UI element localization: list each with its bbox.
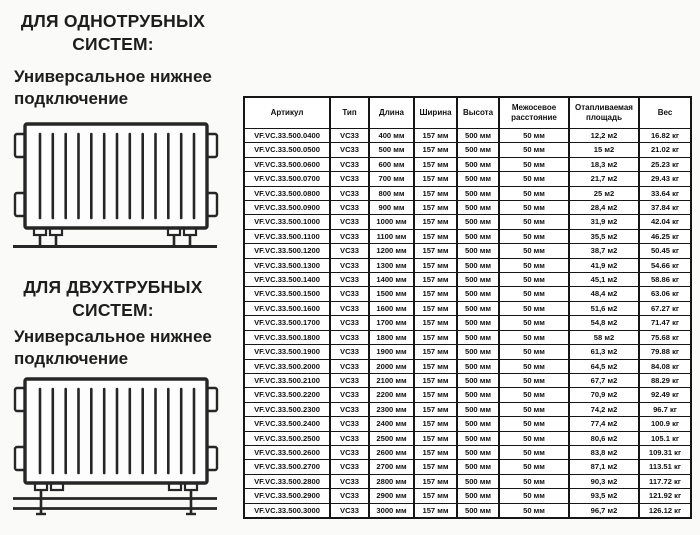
table-cell: 96.7 кг (639, 402, 691, 416)
table-cell: 2600 мм (369, 445, 414, 459)
table-cell: VC33 (330, 287, 369, 301)
table-cell: 50 мм (499, 445, 569, 459)
table-cell: 88.29 кг (639, 373, 691, 387)
table-cell: 500 мм (457, 503, 499, 518)
table-cell: 64,5 м2 (569, 359, 639, 373)
table-cell: 500 мм (369, 143, 414, 157)
table-cell: 92.49 кг (639, 388, 691, 402)
table-row (244, 345, 691, 359)
table-cell: 600 мм (369, 157, 414, 171)
table-cell: 157 мм (414, 474, 457, 488)
table-cell: 1000 мм (369, 215, 414, 229)
table-cell: 1200 мм (369, 244, 414, 258)
column-header-axle-distance: Межосевое расстояние (499, 97, 569, 129)
table-cell: 500 мм (457, 143, 499, 157)
table-cell: 45,1 м2 (569, 273, 639, 287)
table-row (244, 215, 691, 229)
table-cell: 2700 мм (369, 460, 414, 474)
table-cell: VF.VC.33.500.1800 (244, 330, 330, 344)
table-cell: 33.64 кг (639, 186, 691, 200)
table-cell: 500 мм (457, 273, 499, 287)
table-cell: 50 мм (499, 287, 569, 301)
table-cell: 31,9 м2 (569, 215, 639, 229)
table-row (244, 287, 691, 301)
table-cell: 74,2 м2 (569, 402, 639, 416)
table-cell: 54,8 м2 (569, 316, 639, 330)
table-row (244, 330, 691, 344)
table-cell: 50 мм (499, 244, 569, 258)
table-cell: 54.66 кг (639, 258, 691, 272)
table-cell: 50 мм (499, 301, 569, 315)
table-cell: VC33 (330, 489, 369, 503)
table-cell: 21,7 м2 (569, 172, 639, 186)
table-cell: VF.VC.33.500.1700 (244, 316, 330, 330)
table-cell: 67,7 м2 (569, 373, 639, 387)
table-cell: VF.VC.33.500.2600 (244, 445, 330, 459)
table-cell: 83,8 м2 (569, 445, 639, 459)
table-header-row (244, 97, 691, 129)
table-cell: 84.08 кг (639, 359, 691, 373)
table-cell: 28,4 м2 (569, 201, 639, 215)
table-cell: VC33 (330, 330, 369, 344)
table-cell: VC33 (330, 460, 369, 474)
table-cell: VF.VC.33.500.2800 (244, 474, 330, 488)
table-cell: 157 мм (414, 258, 457, 272)
table-cell: 93,5 м2 (569, 489, 639, 503)
table-cell: VF.VC.33.500.1300 (244, 258, 330, 272)
table-cell: 71.47 кг (639, 316, 691, 330)
table-cell: 121.92 кг (639, 489, 691, 503)
table-cell: 500 мм (457, 489, 499, 503)
table-cell: 2500 мм (369, 431, 414, 445)
table-cell: 500 мм (457, 345, 499, 359)
table-cell: 15 м2 (569, 143, 639, 157)
table-row (244, 316, 691, 330)
table-cell: 16.82 кг (639, 129, 691, 143)
table-cell: 50 мм (499, 474, 569, 488)
table-cell: VF.VC.33.500.2300 (244, 402, 330, 416)
table-cell: 46.25 кг (639, 229, 691, 243)
table-cell: 500 мм (457, 445, 499, 459)
table-cell: 50 мм (499, 489, 569, 503)
table-cell: VF.VC.33.500.1500 (244, 287, 330, 301)
table-cell: 157 мм (414, 244, 457, 258)
table-cell: 500 мм (457, 460, 499, 474)
table-cell: 500 мм (457, 287, 499, 301)
table-cell: 50.45 кг (639, 244, 691, 258)
table-cell: VF.VC.33.500.0900 (244, 201, 330, 215)
table-cell: VF.VC.33.500.1600 (244, 301, 330, 315)
table-cell: 50 мм (499, 229, 569, 243)
table-cell: 2200 мм (369, 388, 414, 402)
table-cell: 157 мм (414, 229, 457, 243)
table-cell: VF.VC.33.500.2400 (244, 417, 330, 431)
single-pipe-heading: ДЛЯ ОДНОТРУБНЫХ СИСТЕМ: (20, 11, 206, 54)
table-row (244, 474, 691, 488)
table-cell: 1400 мм (369, 273, 414, 287)
table-cell: 42.04 кг (639, 215, 691, 229)
table-cell: 50 мм (499, 129, 569, 143)
table-cell: 96,7 м2 (569, 503, 639, 518)
table-cell: 157 мм (414, 402, 457, 416)
table-cell: 50 мм (499, 388, 569, 402)
table-cell: 157 мм (414, 301, 457, 315)
table-cell: 157 мм (414, 201, 457, 215)
table-cell: 157 мм (414, 345, 457, 359)
table-cell: 109.31 кг (639, 445, 691, 459)
two-pipe-subheading: Универсальное нижнее подключение (14, 327, 212, 369)
table-cell: VF.VC.33.500.1100 (244, 229, 330, 243)
table-cell: VC33 (330, 273, 369, 287)
table-row (244, 129, 691, 143)
table-cell: 126.12 кг (639, 503, 691, 518)
table-cell: 1700 мм (369, 316, 414, 330)
table-cell: 50 мм (499, 373, 569, 387)
two-pipe-radiator-diagram (10, 374, 222, 520)
table-cell: VC33 (330, 301, 369, 315)
table-cell: 500 мм (457, 157, 499, 171)
table-cell: 2100 мм (369, 373, 414, 387)
table-cell: 38,7 м2 (569, 244, 639, 258)
table-cell: 157 мм (414, 373, 457, 387)
table-cell: 500 мм (457, 373, 499, 387)
table-row (244, 503, 691, 518)
table-cell: 50 мм (499, 503, 569, 518)
table-cell: VC33 (330, 215, 369, 229)
table-cell: 87,1 м2 (569, 460, 639, 474)
radiator-spec-table (243, 96, 692, 519)
table-cell: 500 мм (457, 201, 499, 215)
table-cell: 1900 мм (369, 345, 414, 359)
table-cell: VF.VC.33.500.2700 (244, 460, 330, 474)
table-cell: 70,9 м2 (569, 388, 639, 402)
table-cell: 157 мм (414, 445, 457, 459)
column-header-heated-area: Отапливаемая площадь (569, 97, 639, 129)
table-row (244, 172, 691, 186)
table-cell: 157 мм (414, 431, 457, 445)
table-cell: 500 мм (457, 172, 499, 186)
table-cell: 500 мм (457, 359, 499, 373)
table-row (244, 143, 691, 157)
single-pipe-radiator-diagram (10, 118, 222, 252)
table-row (244, 445, 691, 459)
table-cell: VC33 (330, 503, 369, 518)
table-cell: 117.72 кг (639, 474, 691, 488)
table-cell: 2000 мм (369, 359, 414, 373)
table-cell: 1500 мм (369, 287, 414, 301)
table-cell: VF.VC.33.500.0500 (244, 143, 330, 157)
table-cell: 157 мм (414, 359, 457, 373)
table-cell: 41,9 м2 (569, 258, 639, 272)
table-cell: 37.84 кг (639, 201, 691, 215)
table-cell: VF.VC.33.500.0600 (244, 157, 330, 171)
table-cell: 29.43 кг (639, 172, 691, 186)
table-cell: 157 мм (414, 143, 457, 157)
table-cell: VF.VC.33.500.1900 (244, 345, 330, 359)
table-cell: VF.VC.33.500.2100 (244, 373, 330, 387)
table-cell: 157 мм (414, 460, 457, 474)
table-cell: 157 мм (414, 273, 457, 287)
column-header-width: Ширина (414, 97, 457, 129)
table-cell: VC33 (330, 172, 369, 186)
table-cell: VF.VC.33.500.0700 (244, 172, 330, 186)
table-cell: VF.VC.33.500.2000 (244, 359, 330, 373)
table-cell: 157 мм (414, 316, 457, 330)
table-cell: 50 мм (499, 316, 569, 330)
table-cell: VC33 (330, 258, 369, 272)
table-row (244, 186, 691, 200)
table-cell: 157 мм (414, 489, 457, 503)
table-cell: 1300 мм (369, 258, 414, 272)
table-cell: 105.1 кг (639, 431, 691, 445)
table-cell: 51,6 м2 (569, 301, 639, 315)
table-cell: VC33 (330, 129, 369, 143)
table-cell: 2900 мм (369, 489, 414, 503)
table-cell: 18,3 м2 (569, 157, 639, 171)
table-cell: VC33 (330, 143, 369, 157)
table-cell: 2800 мм (369, 474, 414, 488)
table-cell: VC33 (330, 157, 369, 171)
table-cell: 157 мм (414, 172, 457, 186)
table-cell: 63.06 кг (639, 287, 691, 301)
table-cell: VC33 (330, 345, 369, 359)
column-header-height: Высота (457, 97, 499, 129)
spec-table-body (244, 129, 691, 518)
two-pipe-heading: ДЛЯ ДВУХТРУБНЫХ СИСТЕМ: (23, 277, 203, 320)
table-cell: VC33 (330, 186, 369, 200)
table-cell: 50 мм (499, 186, 569, 200)
table-cell: VC33 (330, 474, 369, 488)
table-cell: 800 мм (369, 186, 414, 200)
table-row (244, 301, 691, 315)
table-cell: VF.VC.33.500.0400 (244, 129, 330, 143)
table-cell: 61,3 м2 (569, 345, 639, 359)
table-cell: 1800 мм (369, 330, 414, 344)
table-cell: VF.VC.33.500.1400 (244, 273, 330, 287)
table-cell: VF.VC.33.500.1200 (244, 244, 330, 258)
table-cell: 157 мм (414, 186, 457, 200)
table-cell: 77,4 м2 (569, 417, 639, 431)
table-cell: 157 мм (414, 287, 457, 301)
table-cell: 50 мм (499, 359, 569, 373)
table-cell: 1100 мм (369, 229, 414, 243)
table-cell: 50 мм (499, 258, 569, 272)
table-row (244, 489, 691, 503)
table-cell: 25.23 кг (639, 157, 691, 171)
table-cell: 35,5 м2 (569, 229, 639, 243)
table-cell: 157 мм (414, 157, 457, 171)
table-cell: 500 мм (457, 402, 499, 416)
table-cell: VC33 (330, 417, 369, 431)
table-cell: 500 мм (457, 129, 499, 143)
table-cell: 50 мм (499, 417, 569, 431)
table-cell: 21.02 кг (639, 143, 691, 157)
table-cell: VC33 (330, 402, 369, 416)
table-cell: 50 мм (499, 345, 569, 359)
table-row (244, 402, 691, 416)
table-cell: VF.VC.33.500.2500 (244, 431, 330, 445)
table-cell: VC33 (330, 445, 369, 459)
single-pipe-subheading: Универсальное нижнее подключение (14, 67, 212, 109)
table-cell: 67.27 кг (639, 301, 691, 315)
table-cell: 157 мм (414, 388, 457, 402)
table-cell: 48,4 м2 (569, 287, 639, 301)
table-cell: VC33 (330, 244, 369, 258)
table-cell: 25 м2 (569, 186, 639, 200)
column-header-type: Тип (330, 97, 369, 129)
table-cell: 500 мм (457, 186, 499, 200)
table-cell: 500 мм (457, 474, 499, 488)
table-cell: VC33 (330, 201, 369, 215)
table-row (244, 273, 691, 287)
table-cell: 157 мм (414, 417, 457, 431)
table-cell: VF.VC.33.500.2200 (244, 388, 330, 402)
table-cell: 900 мм (369, 201, 414, 215)
table-cell: 157 мм (414, 215, 457, 229)
table-cell: 100.9 кг (639, 417, 691, 431)
table-cell: VC33 (330, 316, 369, 330)
table-cell: 50 мм (499, 143, 569, 157)
table-cell: 50 мм (499, 402, 569, 416)
table-cell: 157 мм (414, 129, 457, 143)
table-cell: VF.VC.33.500.3000 (244, 503, 330, 518)
table-cell: 79.88 кг (639, 345, 691, 359)
table-cell: VC33 (330, 229, 369, 243)
table-cell: 50 мм (499, 460, 569, 474)
table-row (244, 157, 691, 171)
table-cell: VC33 (330, 388, 369, 402)
table-cell: 157 мм (414, 503, 457, 518)
column-header-weight: Вес (639, 97, 691, 129)
table-row (244, 258, 691, 272)
table-cell: 113.51 кг (639, 460, 691, 474)
table-cell: 50 мм (499, 157, 569, 171)
table-cell: 50 мм (499, 172, 569, 186)
column-header-length: Длина (369, 97, 414, 129)
table-cell: VF.VC.33.500.2900 (244, 489, 330, 503)
table-row (244, 431, 691, 445)
table-cell: 50 мм (499, 431, 569, 445)
table-cell: 2300 мм (369, 402, 414, 416)
table-cell: VC33 (330, 359, 369, 373)
table-row (244, 417, 691, 431)
table-cell: VC33 (330, 373, 369, 387)
table-row (244, 388, 691, 402)
table-cell: 700 мм (369, 172, 414, 186)
table-cell: VC33 (330, 431, 369, 445)
table-row (244, 201, 691, 215)
table-cell: 50 мм (499, 201, 569, 215)
table-row (244, 373, 691, 387)
table-cell: VF.VC.33.500.0800 (244, 186, 330, 200)
table-cell: 3000 мм (369, 503, 414, 518)
table-cell: 500 мм (457, 244, 499, 258)
column-header-article: Артикул (244, 97, 330, 129)
connection-info-panel (8, 0, 230, 535)
table-cell: 500 мм (457, 388, 499, 402)
table-cell: 500 мм (457, 417, 499, 431)
table-cell: VF.VC.33.500.1000 (244, 215, 330, 229)
table-cell: 500 мм (457, 258, 499, 272)
table-cell: 50 мм (499, 273, 569, 287)
table-cell: 157 мм (414, 330, 457, 344)
table-cell: 500 мм (457, 215, 499, 229)
table-cell: 1600 мм (369, 301, 414, 315)
table-cell: 50 мм (499, 330, 569, 344)
table-cell: 90,3 м2 (569, 474, 639, 488)
table-row (244, 359, 691, 373)
table-cell: 2400 мм (369, 417, 414, 431)
table-cell: 50 мм (499, 215, 569, 229)
table-cell: 500 мм (457, 301, 499, 315)
table-cell: 80,6 м2 (569, 431, 639, 445)
table-cell: 58.86 кг (639, 273, 691, 287)
table-cell: 58 м2 (569, 330, 639, 344)
table-cell: 400 мм (369, 129, 414, 143)
table-cell: 500 мм (457, 229, 499, 243)
table-cell: 500 мм (457, 330, 499, 344)
table-row (244, 460, 691, 474)
table-cell: 500 мм (457, 316, 499, 330)
table-cell: 12,2 м2 (569, 129, 639, 143)
table-cell: 500 мм (457, 431, 499, 445)
table-row (244, 229, 691, 243)
table-row (244, 244, 691, 258)
table-cell: 75.68 кг (639, 330, 691, 344)
